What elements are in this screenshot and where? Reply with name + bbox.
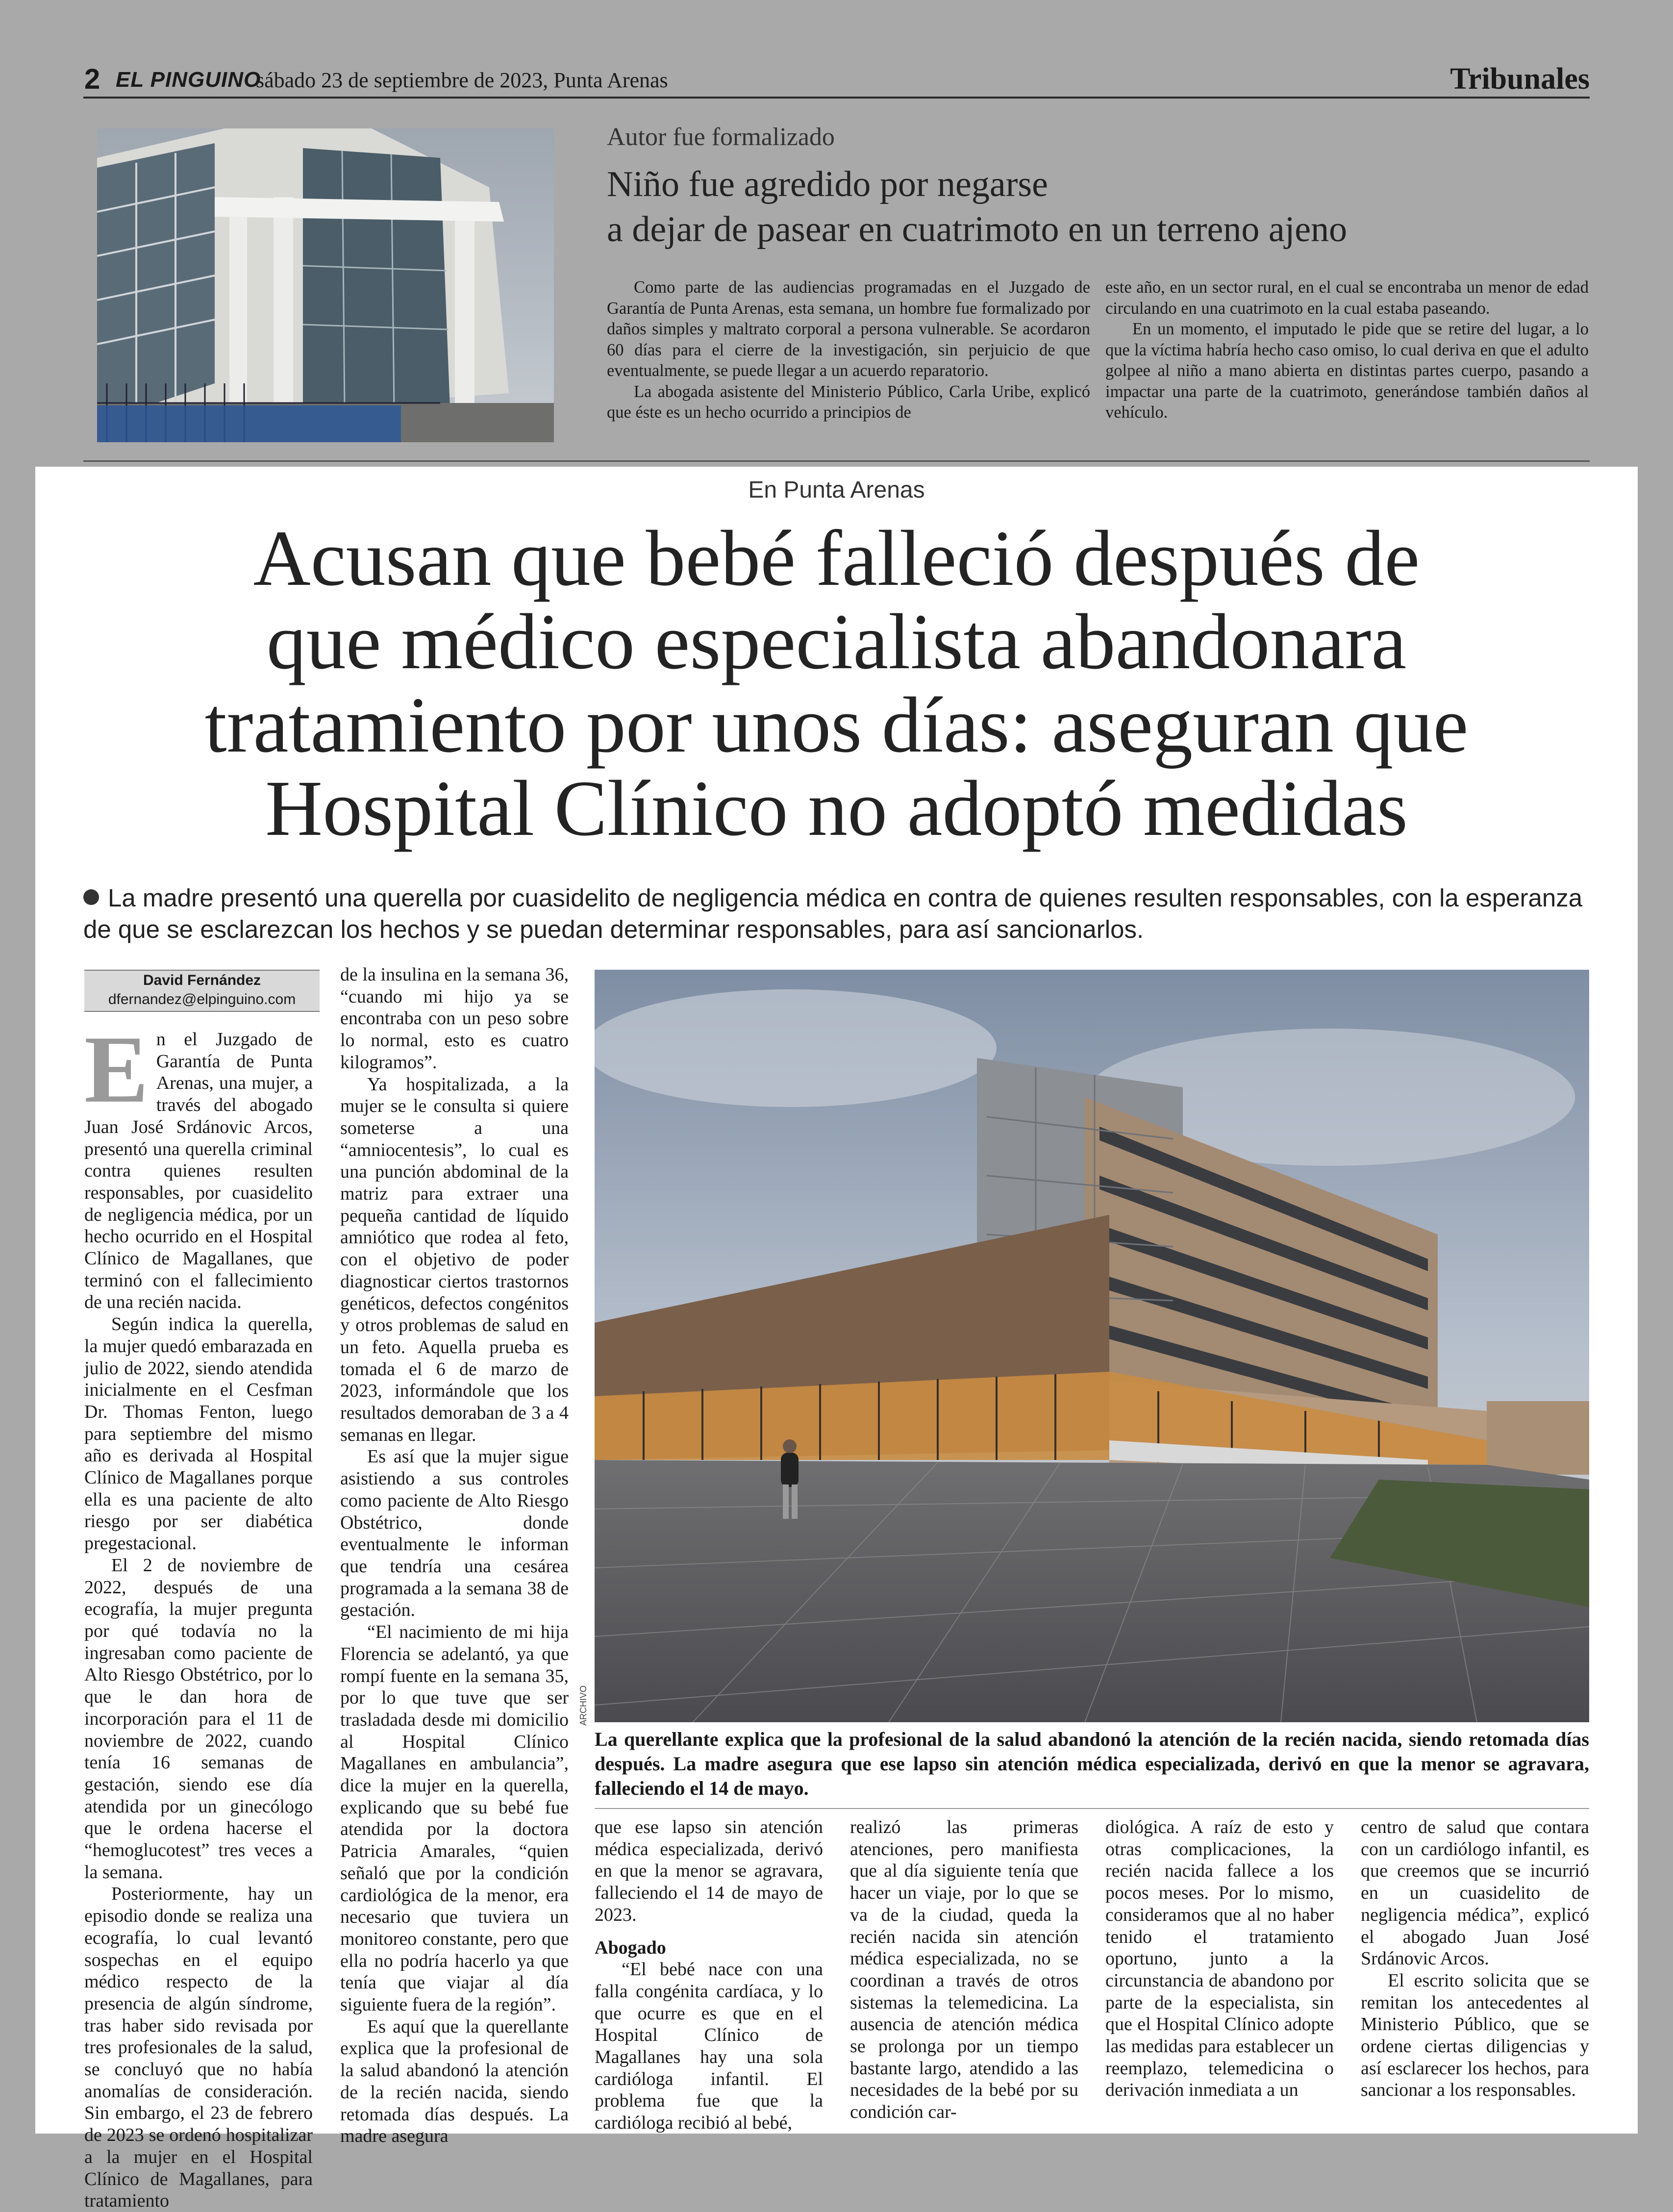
main-column-6 xyxy=(1361,1816,1589,2101)
author-email: dfernandez@elpinguino.com xyxy=(108,991,296,1007)
paragraph: La abogada asistente del Ministerio Público, Carla Uribe, explicó que éste es un hecho ocurrido a principios de xyxy=(607,382,1090,422)
top-article-column-2 xyxy=(1105,277,1589,423)
drop-cap: E xyxy=(84,1016,149,1123)
main-headline xyxy=(49,517,1624,851)
paragraph: El 2 de noviembre de 2022, después de una ecografía, la mujer pregunta por qué todavía no la ingresaban como paciente de Alto Riesgo Obstétrico, por lo que le dan hora de incorporación para el 11 de noviembre de 2022, cuando tenía 16 semanas de gestación, siendo ese día atendida por un ginecólogo que le ordena hacerse el “hemoglucotest” tres veces a la semana. xyxy=(84,1555,313,1883)
top-article-headline xyxy=(607,162,1347,252)
byline xyxy=(84,970,320,1012)
paragraph: este año, en un sector rural, en el cual se encontraba un menor de edad circulando en una cuatrimoto en la cual estaba paseando. xyxy=(1105,278,1589,318)
header-rule xyxy=(83,97,1590,99)
main-column-4 xyxy=(850,1816,1078,2123)
paragraph: Es así que la mujer sigue asistiendo a sus controles como paciente de Alto Riesgo Obstétrico, donde eventualmente le informan que tendría una cesárea programada a la semana 38 de gestación. xyxy=(340,1446,569,1621)
paragraph: Posteriormente, hay un episodio donde se realiza una ecografía, lo cual levantó sospechas en el equipo médico respecto de la presencia de algún síndrome, tras haber sido revisada por tres profesionales de la salud, se concluyó que no había anomalías de consideración. Sin embargo, el 23 de febrero de 2023 se ordenó hospitalizar a la mujer en el Hospital Clínico de Magallanes, para tratamiento xyxy=(84,1884,313,2212)
paragraph: Ya hospitalizada, a la mujer se le consulta si quiere someterse a una “amniocentesis”, lo cual es una punción abdominal de la matriz para extraer una pequeña cantidad de líquido amniótico que rodea al feto, con el objetivo de poder diagnosticar ciertos trastornos genéticos, defectos congénitos y otros problemas de salud en un feto. Aquella prueba es tomada el 6 de marzo de 2023, informándole que los resultados demoraban de 3 a 4 semanas en llegar. xyxy=(340,1074,569,1445)
paragraph: de la insulina en la semana 36, “cuando mi hijo ya se encontraba con un peso sobre lo normal, esto es cuatro kilogramos”. xyxy=(340,964,569,1073)
top-article-column-1 xyxy=(607,277,1090,423)
paragraph: “El nacimiento de mi hija Florencia se adelantó, ya que rompí fuente en la semana 35, por lo que tuve que ser trasladada desde mi domicilio al Hospital Clínico Magallanes en ambulancia”, dice la mujer en la querella, explicando que su bebé fue atendida por la doctora Patricia Amarales, “quien señaló que por la condición cardiológica de la menor, era necesario que tuviera un monitoreo constante, pero que ella no podría hacerlo ya que tenía que viajar al día siguiente fuera de la región”. xyxy=(340,1622,569,2015)
top-headline-line-2: a dejar de pasear en cuatrimoto en un terreno ajeno xyxy=(607,209,1348,250)
paragraph: centro de salud que contara con un cardiólogo infantil, es que creemos que se incurrió en un cuasidelito de negligencia médica”, explicó el abogado Juan José Srdánovic Arcos. xyxy=(1361,1817,1589,1969)
top-article-kicker: Autor fue formalizado xyxy=(607,123,835,151)
paragraph: que ese lapso sin atención médica especializada, derivó en que la menor se agravara, falleciendo el 14 de mayo de 2023. xyxy=(595,1817,823,1925)
paragraph: Es aquí que la querellante explica que la profesional de la salud abandonó la atención de la recién nacida, siendo retomada días después. La madre asegura xyxy=(340,2016,569,2147)
top-headline-line-1: Niño fue agredido por negarse xyxy=(607,164,1048,204)
paragraph: Según indica la querella, la mujer quedó embarazada en julio de 2022, siendo atendida inicialmente en el Cesfman Dr. Thomas Fenton, luego para septiembre del mismo año es derivada al Hospital Clínico de Magallanes porque ella es una paciente de alto riesgo por ser diabética pregestacional. xyxy=(84,1314,313,1554)
article-divider xyxy=(83,460,1590,462)
main-headline-line-1: Acusan que bebé falleció después de xyxy=(253,515,1420,603)
newspaper-logo: EL PINGUINO xyxy=(116,68,261,92)
main-column-3 xyxy=(595,1816,823,2134)
paragraph: Como parte de las audiencias programadas en el Juzgado de Garantía de Punta Arenas, esta semana, un hombre fue formalizado por daños simples y maltrato corporal a persona vulnerable. Se acordaron 60 días para el cierre de la investigación, sin perjuicio de que eventualmente, se puede llegar a un acuerdo reparatorio. xyxy=(607,278,1090,380)
photo-credit: ARCHIVO xyxy=(578,1685,588,1726)
main-headline-line-4: Hospital Clínico no adoptó medidas xyxy=(265,765,1408,853)
paragraph: diológica. A raíz de esto y otras complicaciones, la recién nacida fallece a los pocos meses. Por lo mismo, consideramos que al no haber tenido el tratamiento oportuno, junto a la circunstancia de abandono por parte de la especialista, sin que el Hospital Clínico adopte las medidas para establecer un reemplazo, telemedicina o derivación inmediata a un xyxy=(1105,1817,1334,2101)
subhead: Abogado xyxy=(595,1937,666,1958)
bullet-icon xyxy=(83,889,99,905)
paragraph: En un momento, el imputado le pide que se retire del lugar, a lo que la víctima habría hecho caso omiso, lo cual deriva en que el adulto golpee al niño a mano abierta en distintas partes cuerpo, pasando a impactar una parte de la cuatrimoto, generándose también daños al vehículo. xyxy=(1105,320,1589,422)
hospital-photo xyxy=(595,970,1589,1722)
page-number: 2 xyxy=(84,63,100,95)
photo-caption: La querellante explica que la profesional de la salud abandonó la atención de la recién nacida, siendo retomada días después. La madre asegura que ese lapso sin atención médica especializada, derivó en que la menor se agravara, falleciendo el 14 de mayo. xyxy=(595,1728,1589,1799)
author-name: David Fernández xyxy=(143,972,261,988)
main-headline-line-3: tratamiento por unos días: aseguran que xyxy=(204,681,1469,769)
section-title: Tribunales xyxy=(1450,62,1590,96)
paragraph: realizó las primeras atenciones, pero manifiesta que al día siguiente tenía que hacer un viaje, por lo que se va de la ciudad, queda la recién nacida sin atención médica especializada, no se coordinan a través de otros sistemas la telemedicina. La ausencia de atención médica se prolonga por un tiempo bastante largo, atendido a las necesidades de la bebé por su condición car- xyxy=(850,1817,1078,2123)
main-column-2 xyxy=(340,964,569,2147)
courthouse-photo xyxy=(97,128,554,442)
caption-rule xyxy=(595,1808,1589,1809)
paragraph: El escrito solicita que se remitan los antecedentes al Ministerio Público, que se ordene ciertas diligencias y así esclarecer los hechos, para sancionar a los responsables. xyxy=(1361,1970,1589,2101)
deck xyxy=(83,882,1590,945)
dateline: sábado 23 de septiembre de 2023, Punta Arenas xyxy=(256,68,668,92)
main-column-5 xyxy=(1105,1816,1334,2101)
main-column-1 xyxy=(84,1016,313,2212)
main-headline-line-2: que médico especialista abandonara xyxy=(266,598,1407,686)
deck-text: La madre presentó una querella por cuasidelito de negligencia médica en contra de quienes resulten responsables, con la esperanza de que se esclarezcan los hechos y se puedan determinar responsables, para así sancionarlos. xyxy=(83,884,1583,943)
paragraph: En el Juzgado de Garantía de Punta Arenas, una mujer, a través del abogado Juan José Srdánovic Arcos, presentó una querella criminal contra quienes resulten responsables, por cuasidelito de negligencia médica, por un hecho ocurrido en el Hospital Clínico de Magallanes, que terminó con el fallecimiento de una recién nacida. xyxy=(84,1016,313,1313)
paragraph: “El bebé nace con una falla congénita cardíaca, y lo que ocurre es que en el Hospital Clínico de Magallanes hay una sola cardióloga infantil. El problema fue que la cardióloga recibió al bebé, xyxy=(595,1959,823,2134)
main-article-kicker: En Punta Arenas xyxy=(748,477,925,503)
